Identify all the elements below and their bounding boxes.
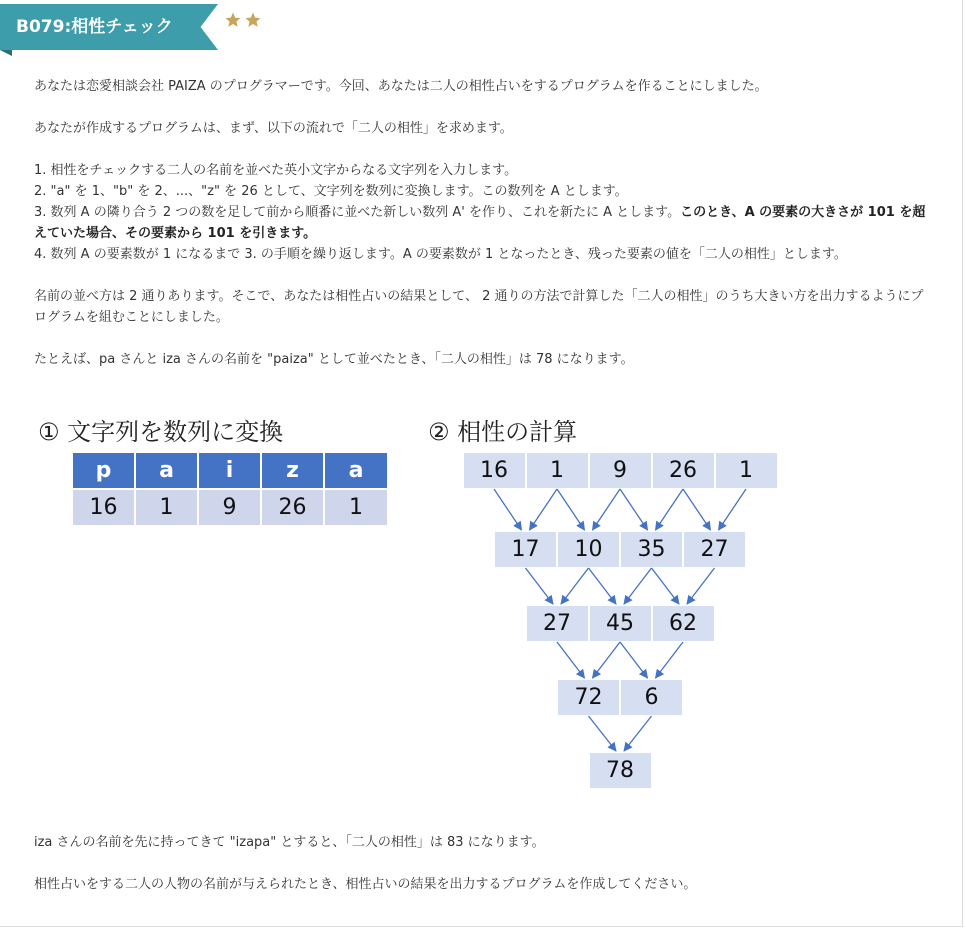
alternate-example: iza さんの名前を先に持ってきて "izapa" とすると、「二人の相性」は 83 になります。 [34, 835, 545, 850]
sum-arrow [530, 489, 558, 530]
step-3-text: 3. 数列 A の隣り合う 2 つの数を足して前から順番に並べた新しい数列 A' を作り、これを新たに A とします。 [34, 205, 681, 220]
letter-cell: a [136, 453, 197, 488]
figure-1-title: ① 文字列を数列に変換 [38, 418, 284, 446]
number-cell: 1 [136, 490, 197, 525]
number-cell: 1 [325, 490, 387, 525]
ordering-paragraph: 名前の並べ方は 2 通りあります。そこで、あなたは相性占いの結果として、 2 通りの方法で計算した「二人の相性」のうち大きい方を出力するようにプログラムを組むことにしました。 [34, 289, 924, 325]
sum-arrow [620, 489, 648, 530]
number-cell: 9 [199, 490, 260, 525]
step-1: 1. 相性をチェックする二人の名前を並べた英小文字からなる文字列を入力します。 [34, 163, 518, 178]
sum-arrow [656, 489, 684, 530]
sum-arrow [687, 568, 715, 604]
step-3-emphasis: このとき、A の要素の大きさが 101 を超えていた場合、その要素から 101 を引きます。 [34, 205, 926, 241]
sum-arrow [589, 716, 617, 751]
task-statement: 相性占いをする二人の人物の名前が与えられたとき、相性占いの結果を出力するプログラムを作成してください。 [34, 877, 697, 892]
sum-arrow [719, 489, 747, 530]
pyramid-cell: 72 [558, 680, 619, 715]
step-2: 2. "a" を 1、"b" を 2、...、"z" を 26 として、文字列を数列に変換します。この数列を A とします。 [34, 184, 628, 199]
letter-cell: a [325, 453, 387, 488]
number-cell: 26 [262, 490, 323, 525]
sum-arrow [624, 716, 652, 751]
sum-arrow [494, 489, 522, 530]
pyramid-cell: 6 [621, 680, 682, 715]
sum-arrow [652, 568, 680, 604]
pyramid-cell: 35 [621, 532, 682, 567]
sum-arrow [557, 489, 585, 530]
sum-arrow [683, 489, 711, 530]
sum-arrow [593, 489, 621, 530]
pyramid-cell: 78 [590, 753, 651, 788]
flow-intro: あなたが作成するプログラムは、まず、以下の流れで「二人の相性」を求めます。 [34, 121, 513, 136]
sum-arrow [589, 568, 617, 604]
pyramid-cell: 27 [684, 532, 745, 567]
sum-arrow [593, 642, 621, 678]
intro-paragraph: あなたは恋愛相談会社 PAIZA のプログラマーです。今回、あなたは二人の相性占いをするプログラムを作ることにしました。 [34, 79, 768, 94]
sum-arrow [620, 642, 648, 678]
number-cell: 16 [73, 490, 134, 525]
letter-cell: z [262, 453, 323, 488]
step-4: 4. 数列 A の要素数が 1 になるまで 3. の手順を繰り返します。A の要素数が 1 となったとき、残った要素の値を「二人の相性」とします。 [34, 247, 847, 262]
sum-arrow [557, 642, 585, 678]
sum-arrow [561, 568, 589, 604]
sum-arrow [656, 642, 684, 678]
pyramid-cell: 16 [464, 453, 525, 488]
pyramid-cell: 1 [527, 453, 588, 488]
pyramid-cell: 9 [590, 453, 651, 488]
pyramid-cell: 45 [590, 606, 651, 641]
figure-2-title: ② 相性の計算 [428, 418, 578, 446]
letter-cell: i [199, 453, 260, 488]
pyramid-cell: 10 [558, 532, 619, 567]
sum-arrow [526, 568, 554, 604]
pyramid-cell: 27 [527, 606, 588, 641]
problem-title: B079:相性チェック [16, 17, 173, 37]
pyramid-cell: 62 [653, 606, 714, 641]
pyramid-cell: 17 [495, 532, 556, 567]
pyramid-cell: 1 [716, 453, 777, 488]
sum-arrow [624, 568, 652, 604]
letter-cell: p [73, 453, 134, 488]
pyramid-cell: 26 [653, 453, 714, 488]
example-paragraph: たとえば、pa さんと iza さんの名前を "paiza" として並べたとき、「二人の相性」は 78 になります。 [34, 352, 634, 367]
